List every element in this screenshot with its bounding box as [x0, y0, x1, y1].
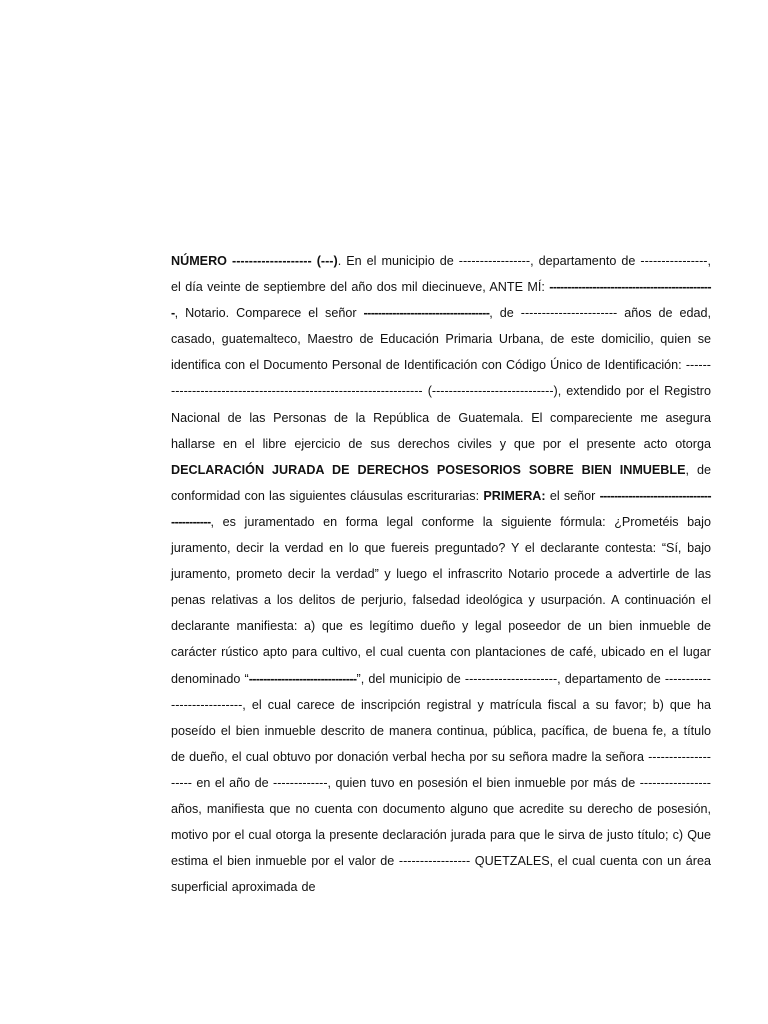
deed-text: , Notario. Comparece el señor	[174, 306, 364, 321]
deed-text: , es juramentado en forma legal conforme la siguiente fórmula: ¿Prometéis bajo juramento, decir la verdad en lo que fuereis preguntado? Y el declarante contesta: “Sí, bajo juramento, prometo decir la verdad” y luego el infrascrito Notario procede a advertirle de las penas relativas a los delitos de perjurio, falsedad ideológica y usurpación. A continuación el declarante manifiesta: a) que es legítimo dueño y legal poseedor de un bien inmueble de carácter rústico apto para cultivo, el cual cuenta con plantaciones de café, ubicado en el lugar denominado “	[171, 514, 711, 686]
property-place-name-blank: ------------------------------	[248, 671, 357, 686]
clause-first-label: PRIMERA:	[483, 488, 546, 503]
declarant-name-blank: ------------------------------------------	[171, 488, 711, 529]
document-paragraph	[171, 248, 711, 900]
notary-name-blank: ----------------------------------------------	[171, 280, 711, 321]
document-body	[171, 248, 711, 900]
deed-text: . En el municipio de -----------------, departamento de ----------------, el día veinte de septiembre del año dos mil diecinueve, ANTE MÍ:	[171, 254, 711, 295]
appearing-party-name-blank: -----------------------------------	[363, 306, 490, 321]
deed-text: ”, del municipio de ----------------------, departamento de ----------------------------, el cual carece de inscripción registral y matrícula fiscal a su favor; b) que ha poseído el bien inmueble descrito de manera continua, pública, pacífica, de buena fe, a título de dueño, el cual obtuvo por donación verbal hecha por su señora madre la señora -------------------- en el año de -------------, quien tuvo en posesión el bien inmueble por más de ----------------- años, manifiesta que no cuenta con documento alguno que acredite su derecho de posesión, motivo por el cual otorga la presente declaración jurada para que le sirva de justo título; c) Que estima el bien inmueble por el valor de ----------------- QUETZALES, el cual cuenta con un área superficial aproximada de	[171, 671, 711, 895]
deed-text: el señor	[545, 488, 600, 503]
deed-number-heading: NÚMERO ------------------- (---)	[171, 254, 338, 268]
deed-text: , de conformidad con las siguientes cláusulas escriturarias:	[171, 462, 711, 503]
declaration-title: DECLARACIÓN JURADA DE DERECHOS POSESORIOS SOBRE BIEN INMUEBLE	[171, 462, 686, 477]
deed-text: , de ----------------------- años de edad, casado, guatemalteco, Maestro de Educación Primaria Urbana, de este domicilio, quien se identifica con el Documento Personal de Identificación con Código Único de Identificación: ------------------------------------------------------------------ (-----------------------------), extendido por el Registro Nacional de las Personas de la República de Guatemala. El compareciente me asegura hallarse en el libre ejercicio de sus derechos civiles y que por el presente acto otorga	[171, 306, 711, 451]
